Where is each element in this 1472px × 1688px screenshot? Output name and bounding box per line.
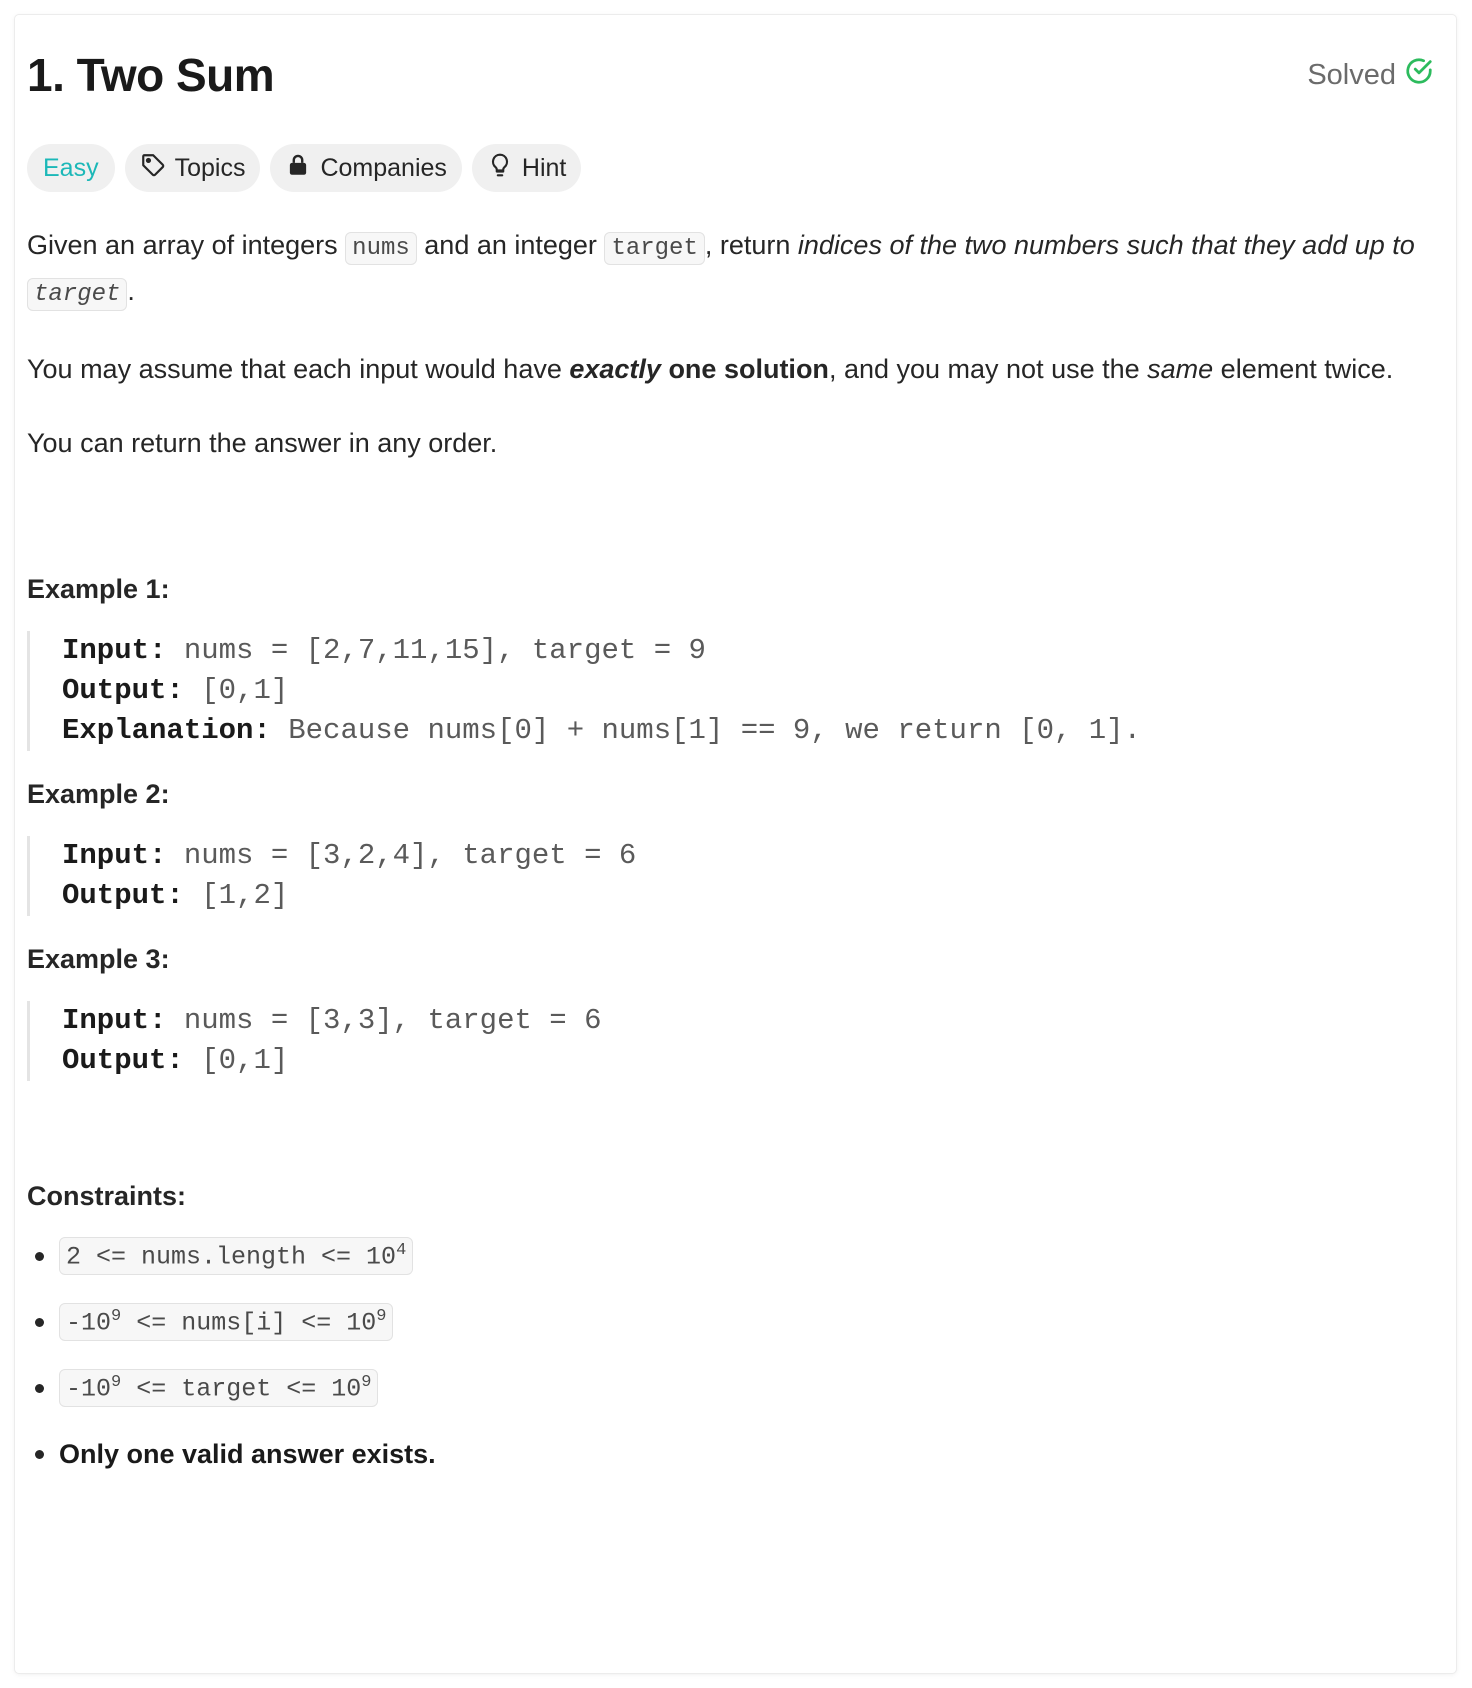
input-label: Input: [62, 839, 167, 872]
check-circle-icon [1404, 56, 1434, 94]
text: Given an array of integers [27, 230, 346, 260]
constraint-code [59, 1237, 413, 1275]
solved-status [1307, 56, 1434, 94]
exponent: 9 [111, 1306, 122, 1326]
example-2-block [27, 836, 1434, 916]
solved-label: Solved [1307, 58, 1396, 91]
output-value: [1,2] [183, 879, 289, 912]
example-input [62, 1001, 1434, 1041]
strong-text [569, 354, 829, 384]
example-output [62, 1041, 1434, 1081]
example-1-heading: Example 1: [27, 574, 170, 604]
code-text: <= target <= 10 [121, 1374, 362, 1404]
problem-statement [27, 224, 1434, 464]
text: , and you may not use the [828, 354, 1148, 384]
difficulty-badge: Easy [27, 144, 115, 192]
input-label: Input: [62, 634, 167, 667]
example-output [62, 671, 1434, 711]
exponent: 9 [376, 1306, 387, 1326]
text: element twice. [1213, 354, 1394, 384]
companies-button[interactable] [270, 144, 461, 192]
output-label: Output: [62, 879, 184, 912]
constraint-code [59, 1369, 378, 1407]
emphasis-text: indices of the two numbers such that they add up to [797, 230, 1415, 260]
example-1-block [27, 631, 1434, 751]
constraints-list [27, 1234, 1434, 1476]
example-2-heading: Example 2: [27, 779, 170, 809]
constraint-text: Only one valid answer exists. [59, 1438, 436, 1469]
code-text: <= nums[i] <= 10 [121, 1308, 377, 1338]
input-value: nums = [2,7,11,15], target = 9 [166, 634, 706, 667]
code-text: -10 [66, 1374, 112, 1404]
explanation-value: Because nums[0] + nums[1] == 9, we return [0, 1]. [270, 714, 1141, 747]
example-explanation [62, 711, 1434, 751]
input-value: nums = [3,3], target = 6 [166, 1004, 602, 1037]
strong-emphasis-text: exactly [569, 354, 661, 384]
text: , return [704, 230, 798, 260]
input-value: nums = [3,2,4], target = 6 [166, 839, 637, 872]
hint-label: Hint [521, 153, 567, 182]
text: . [127, 276, 135, 306]
output-value: [0,1] [183, 1044, 289, 1077]
text: You may assume that each input would have [27, 354, 570, 384]
statement-paragraph [27, 224, 1434, 316]
exponent: 9 [111, 1372, 122, 1392]
output-label: Output: [62, 1044, 184, 1077]
statement-paragraph [27, 348, 1434, 390]
exponent: 9 [361, 1372, 372, 1392]
constraints-heading: Constraints: [27, 1181, 187, 1211]
statement-paragraph: You can return the answer in any order. [27, 428, 498, 458]
topics-button[interactable] [125, 144, 261, 192]
example-output [62, 876, 1434, 916]
example-3-block [27, 1001, 1434, 1081]
inline-code: target [27, 278, 127, 311]
constraint-item [27, 1300, 1434, 1344]
strong-part: one solution [660, 354, 829, 384]
example-input [62, 631, 1434, 671]
constraint-item [27, 1234, 1434, 1278]
inline-code: nums [345, 232, 417, 265]
code-text: -10 [66, 1308, 112, 1338]
hint-button[interactable] [472, 144, 581, 192]
problem-title[interactable]: 1. Two Sum [27, 49, 275, 101]
output-label: Output: [62, 674, 184, 707]
tag-icon [140, 152, 166, 185]
example-input [62, 836, 1434, 876]
constraint-code [59, 1303, 393, 1341]
topics-label: Topics [174, 153, 246, 182]
constraint-item [27, 1432, 1434, 1476]
inline-code: target [604, 232, 704, 265]
code-text: 2 <= nums.length <= 10 [66, 1242, 397, 1272]
problem-description-panel [15, 15, 1456, 1673]
exponent: 4 [396, 1240, 407, 1260]
input-label: Input: [62, 1004, 167, 1037]
constraint-item [27, 1366, 1434, 1410]
text: and an integer [416, 230, 605, 260]
companies-label: Companies [320, 153, 447, 182]
emphasis-text: same [1147, 354, 1214, 384]
lock-icon [285, 152, 311, 185]
explanation-label: Explanation: [62, 714, 271, 747]
tag-bar [27, 144, 1434, 192]
output-value: [0,1] [183, 674, 289, 707]
title-row [27, 15, 1434, 123]
example-3-heading: Example 3: [27, 944, 170, 974]
lightbulb-icon [487, 152, 513, 185]
